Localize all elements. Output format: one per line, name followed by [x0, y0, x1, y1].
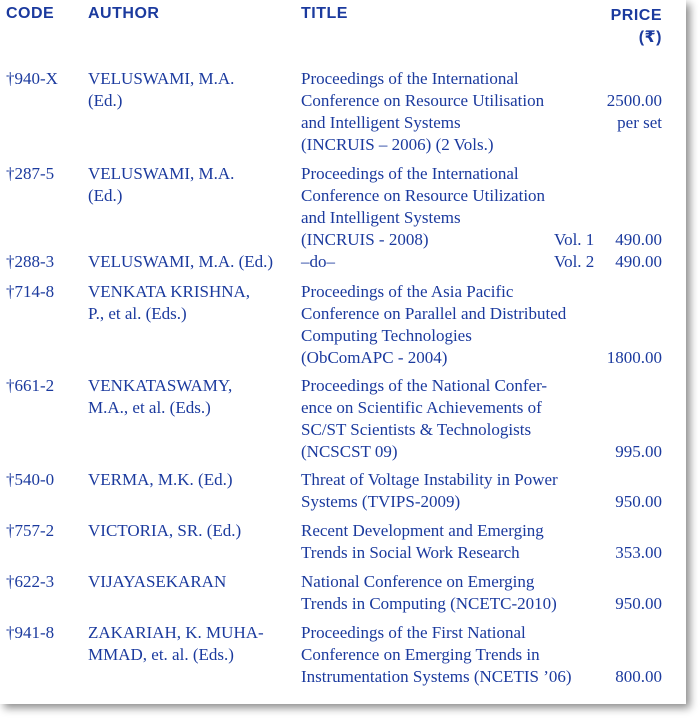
author-line: (Ed.) [88, 91, 123, 110]
title-line: Conference on Parallel and Distributed [301, 304, 567, 323]
title-line: Proceedings of the First National [301, 623, 526, 642]
entry-author [88, 622, 293, 666]
entry-code: †940-X [6, 69, 58, 88]
title-line: Proceedings of the National Confer- [301, 376, 548, 395]
author-line: VICTORIA, SR. (Ed.) [88, 521, 242, 540]
author-line: M.A., et al. (Eds.) [88, 398, 211, 417]
title-line: and Intelligent Systems [301, 208, 461, 227]
author-line: ZAKARIAH, K. MUHA- [88, 623, 264, 642]
entry-title [301, 622, 601, 688]
header-author: AUTHOR [88, 5, 160, 22]
entry-code: †288-3 [6, 252, 55, 271]
entry-title [301, 375, 601, 463]
entry-title [301, 520, 601, 564]
title-line: National Conference on Emerging [301, 572, 535, 591]
title-line: Conference on Resource Utilization [301, 186, 546, 205]
entry-title [301, 281, 601, 369]
title-line: –do– [301, 252, 335, 271]
column-header-row [0, 5, 686, 55]
entry-code: †714-8 [6, 282, 55, 301]
author-line: VIJAYASEKARAN [88, 572, 227, 591]
title-line: Threat of Voltage Instability in Power [301, 470, 558, 489]
entry-volume: Vol. 2 [554, 252, 595, 271]
entry-price: 2500.00 [606, 91, 662, 110]
entry-author [88, 520, 293, 542]
author-line: P., et al. (Eds.) [88, 304, 187, 323]
title-line: Proceedings of the Asia Pacific [301, 282, 514, 301]
title-line: Systems (TVIPS-2009) [301, 492, 461, 511]
title-line: Conference on Emerging Trends in [301, 645, 540, 664]
author-line: VELUSWAMI, M.A. (Ed.) [88, 252, 274, 271]
author-line: VERMA, M.K. (Ed.) [88, 470, 233, 489]
entry-title [301, 469, 601, 513]
author-line: VELUSWAMI, M.A. [88, 164, 235, 183]
entry-code: †622-3 [6, 572, 55, 591]
title-line: Computing Technologies [301, 326, 472, 345]
title-line: ence on Scientific Achievements of [301, 398, 542, 417]
title-line: and Intelligent Systems [301, 113, 461, 132]
title-line: (INCRUIS – 2006) (2 Vols.) [301, 135, 494, 154]
title-line: Trends in Computing (NCETC-2010) [301, 594, 557, 613]
author-line: (Ed.) [88, 186, 123, 205]
entry-code: †287-5 [6, 164, 55, 183]
title-line: Instrumentation Systems (NCETIS ’06) [301, 667, 572, 686]
entry-author [88, 163, 293, 207]
title-line: Conference on Resource Utilisation [301, 91, 545, 110]
entry-code: †661-2 [6, 376, 55, 395]
entry-author [88, 571, 293, 593]
entry-price: 995.00 [615, 442, 662, 461]
title-line: Trends in Social Work Research [301, 543, 520, 562]
entry-price: 950.00 [615, 594, 662, 613]
entry-author [88, 68, 293, 112]
entry-price: 800.00 [615, 667, 662, 686]
entry-title [301, 68, 601, 156]
entry-author [88, 469, 293, 491]
entry-price: 950.00 [615, 492, 662, 511]
header-currency: (₹) [638, 29, 662, 46]
entry-price: 490.00 [615, 252, 662, 271]
entry-price-note: per set [617, 113, 662, 132]
entry-code: †941-8 [6, 623, 55, 642]
entry-author [88, 375, 293, 419]
entry-author [88, 251, 293, 273]
title-line: Recent Development and Emerging [301, 521, 544, 540]
title-line: (ObComAPC - 2004) [301, 348, 448, 367]
entry-title [301, 571, 601, 615]
entry-code: †540-0 [6, 470, 55, 489]
entry-author [88, 281, 293, 325]
header-code: CODE [6, 5, 55, 22]
entry-volume: Vol. 1 [554, 230, 595, 249]
title-line: (INCRUIS - 2008) [301, 230, 429, 249]
title-line: Proceedings of the International [301, 164, 519, 183]
title-line: SC/ST Scientists & Technologists [301, 420, 532, 439]
author-line: VELUSWAMI, M.A. [88, 69, 235, 88]
header-price-label: PRICE [610, 7, 662, 24]
title-line: Proceedings of the International [301, 69, 519, 88]
author-line: MMAD, et. al. (Eds.) [88, 645, 234, 664]
title-line: (NCSCST 09) [301, 442, 398, 461]
entry-price: 1800.00 [606, 348, 662, 367]
header-title: TITLE [301, 5, 348, 22]
entry-code: †757-2 [6, 521, 55, 540]
entry-price: 490.00 [615, 230, 662, 249]
entry-price: 353.00 [615, 543, 662, 562]
header-price [611, 5, 662, 49]
author-line: VENKATASWAMY, [88, 376, 233, 395]
author-line: VENKATA KRISHNA, [88, 282, 251, 301]
